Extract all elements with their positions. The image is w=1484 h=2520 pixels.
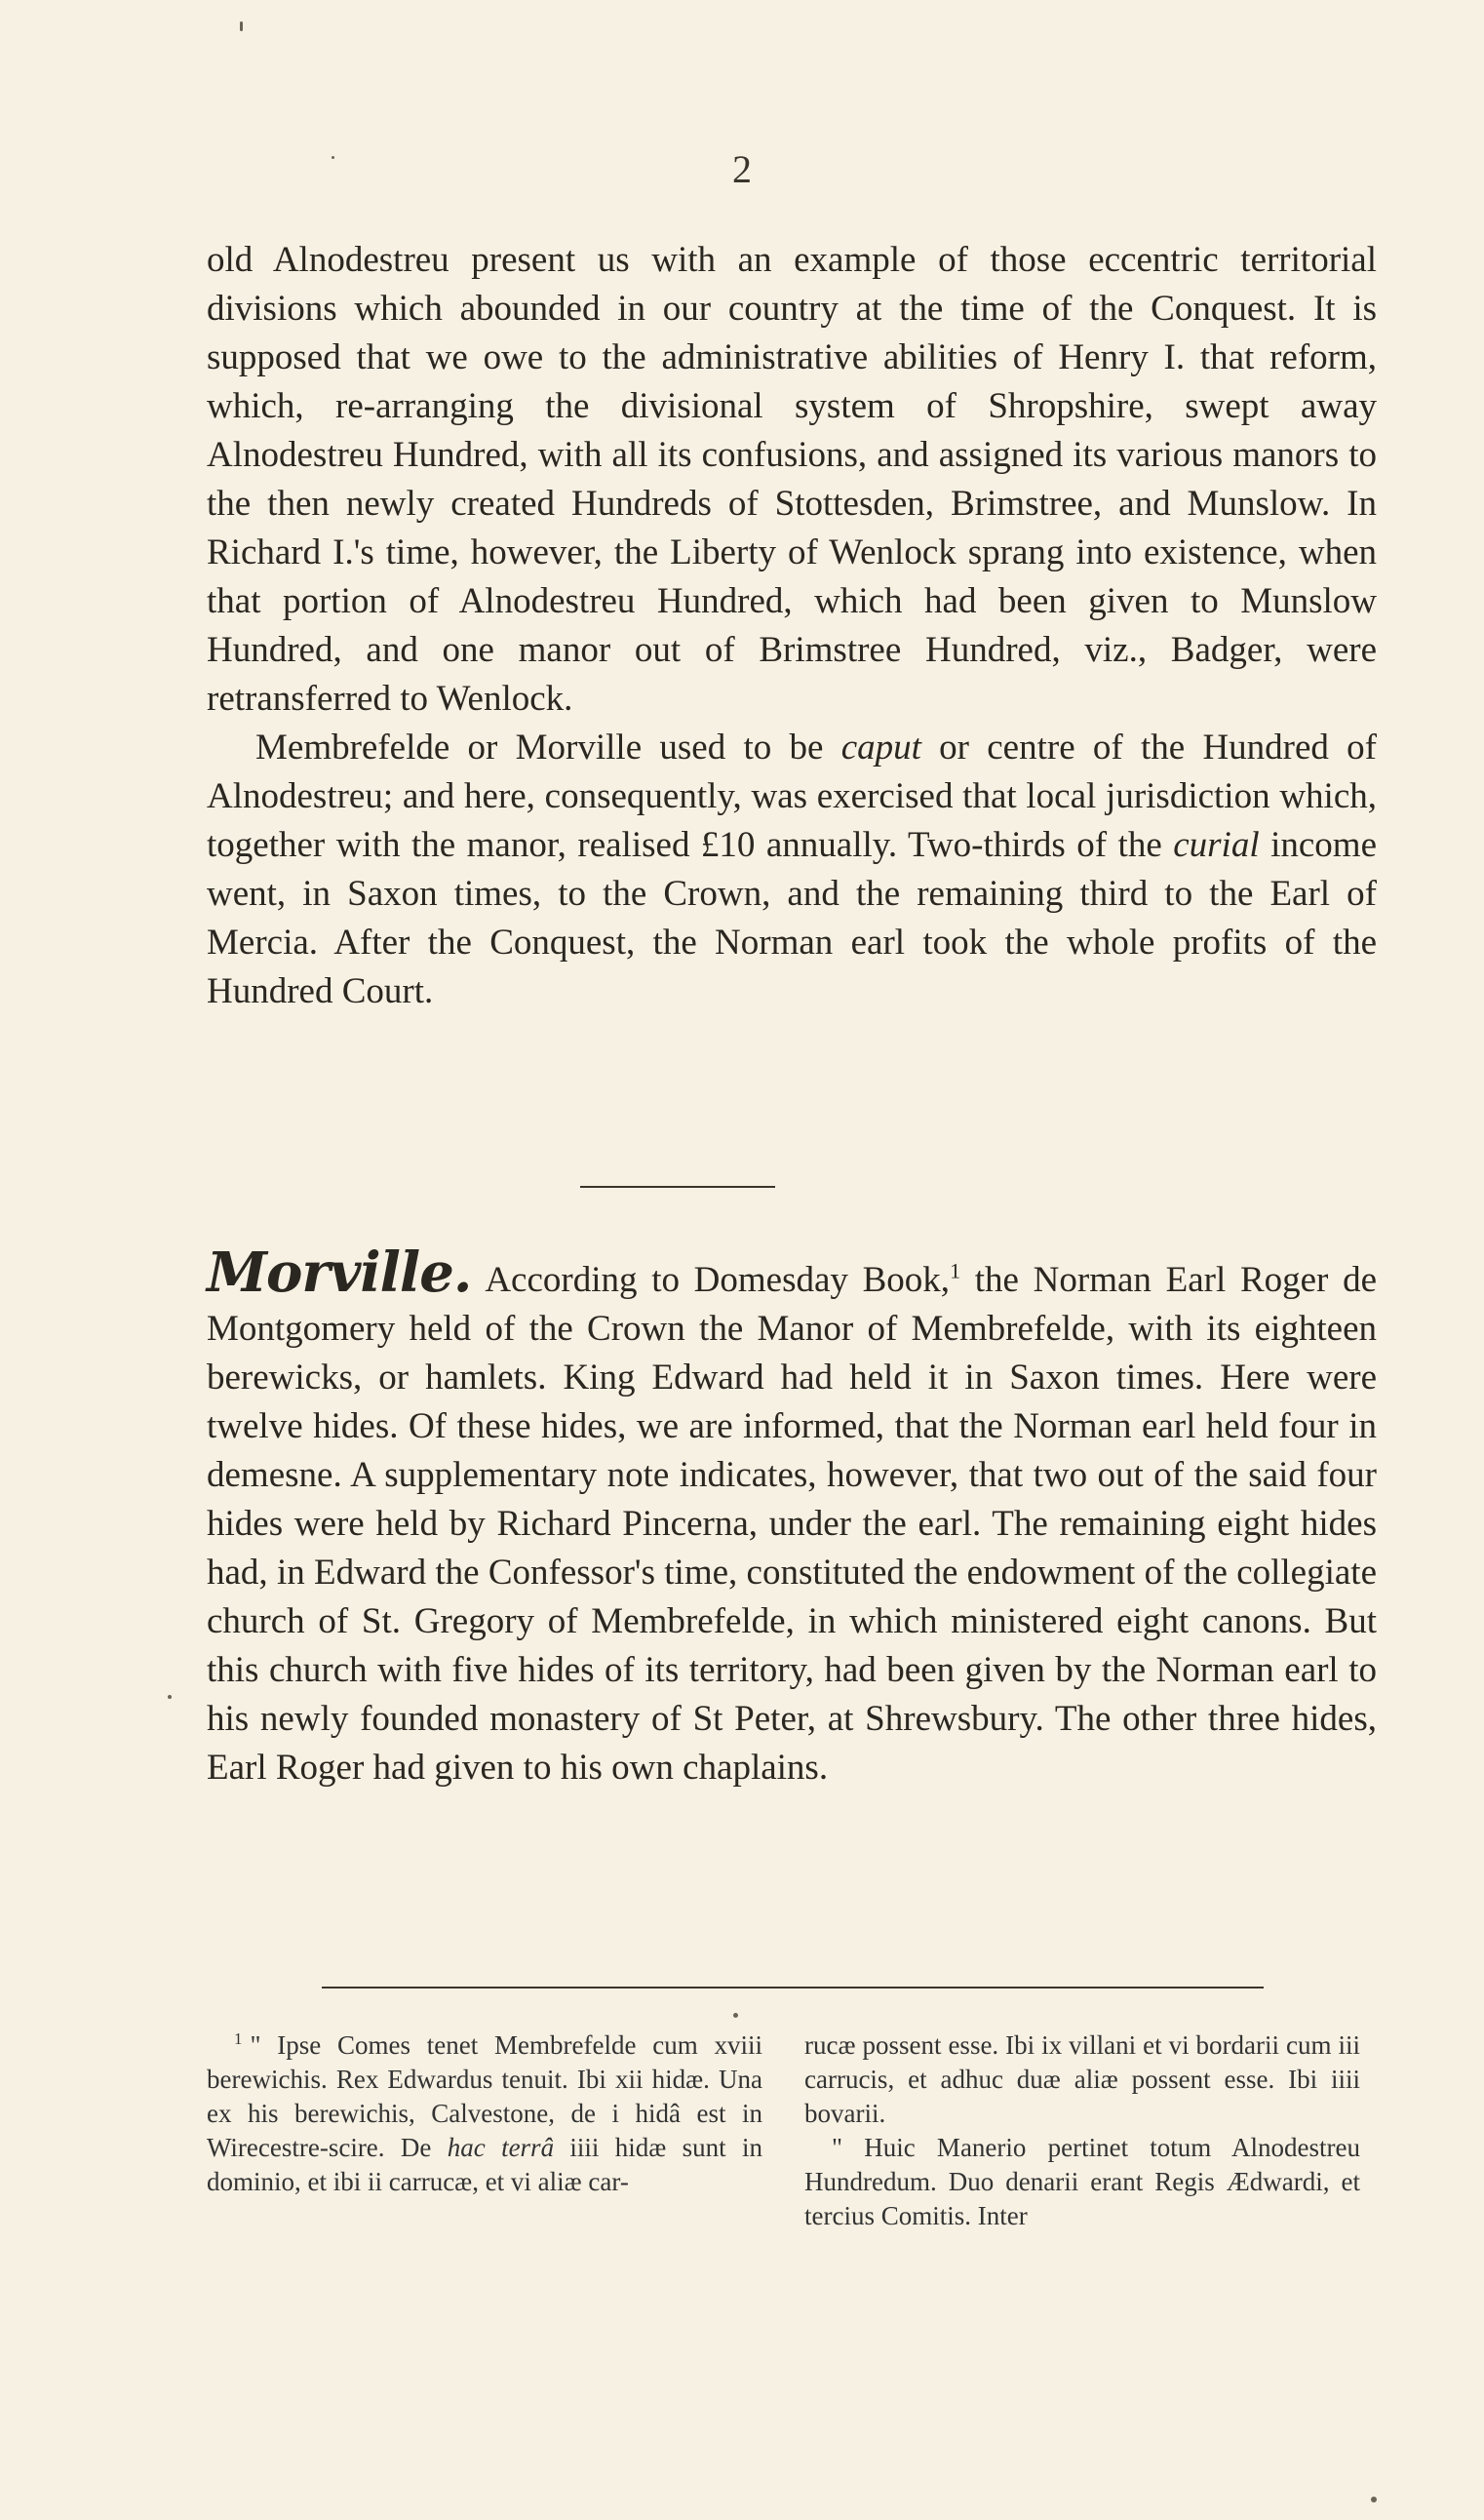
footnote-1-text: $^1$ " Ipse Comes tenet Membrefelde cum xviii berewichis. Rex Edwardus tenuit. Ibi xii hidæ. Una ex his berewichis, Calvestone, de i hidâ est in Wirecestre-scire. De hac terrâ iiii hidæ sunt in dominio, et ibi ii carrucæ, et vi aliæ car- [207,2029,763,2196]
footnote-1-continued: rucæ possent esse. Ibi ix villani et vi bordarii cum iii carrucis, et adhuc duæ aliæ possent esse. Ibi iiii bovarii. [804,2030,1360,2128]
section-title-morville: Morville. [207,1240,472,1305]
paragraph-morville-domesday: Morville. According to Domesday Book,$^1$ the Norman Earl Roger de Montgomery held of the Crown the Manor of Membrefelde, with its eighteen berewicks, or hamlets. King Edward had held it in Saxon times. Here were twelve hides. Of these hides, we are informed, that the Norman earl held four in demesne. A supplementary note indicates, however, that two out of the said four hides were held by Richard Pincerna, under the earl. The remaining eight hides had, in Edward the Confessor's time, constituted the endowment of the collegiate church of St. Gregory of Membrefelde, in which ministered eight canons. But this church with five hides of its territory, had been given by the Norman earl to his newly founded monastery of St Peter, at Shrewsbury. The other three hides, Earl Roger had given to his own chaplains. [207,1240,1377,1788]
footnote-marker[interactable]: 1 [950,1258,961,1283]
paragraph-membrefelde-caput: Membrefelde or Morville used to be caput or centre of the Hundred of Alnodestreu; and here, consequently, was exercised that local jurisdiction which, together with the manor, realised £10 annually. Two-thirds of the curial income went, in Saxon times, to the Crown, and the remaining third to the Earl of Mercia. After the Conquest, the Norman earl took the whole profits of the Hundred Court. [207,728,1378,1011]
print-speck [733,2013,738,2018]
footnote-column-right [804,2028,1360,2233]
footnote-divider [322,1987,1264,1988]
main-text-upper [207,236,1377,1016]
italic-hac-terra: hac terrâ [447,2133,555,2162]
print-speck [240,21,243,31]
page-number: 2 [732,147,752,191]
main-text-morville [207,1240,1377,1792]
print-speck [168,1695,172,1699]
footnote-number: 1 [234,2029,243,2048]
paragraph-alnodestreu-divisions: old Alnodestreu present us with an example of those eccentric territorial divisions which abounded in our country at the time of the Conquest. It is supposed that we owe to the administrative abilities of Henry I. that reform, which, re-arranging the divisional system of Shropshire, swept away Alnodestreu Hundred, with all its confusions, and assigned its various manors to the then newly created Hundreds of Stottesden, Brimstree, and Munslow. In Richard I.'s time, however, the Liberty of Wenlock sprang into existence, when that portion of Alnodestreu Hundred, which had been given to Munslow Hundred, and one manor out of Brimstree Hundred, viz., Badger, were retransferred to Wenlock. [207,240,1377,719]
footnote-column-left [207,2028,762,2199]
footnote-1-alnodestreu: " Huic Manerio pertinet totum Alnodestreu Hundredum. Duo denarii erant Regis Ædwardi, et tercius Comitis. Inter [804,2133,1360,2230]
italic-caput: caput [840,728,921,768]
section-divider [580,1186,775,1188]
print-speck [1371,2497,1377,2502]
italic-curial: curial [1173,825,1260,865]
